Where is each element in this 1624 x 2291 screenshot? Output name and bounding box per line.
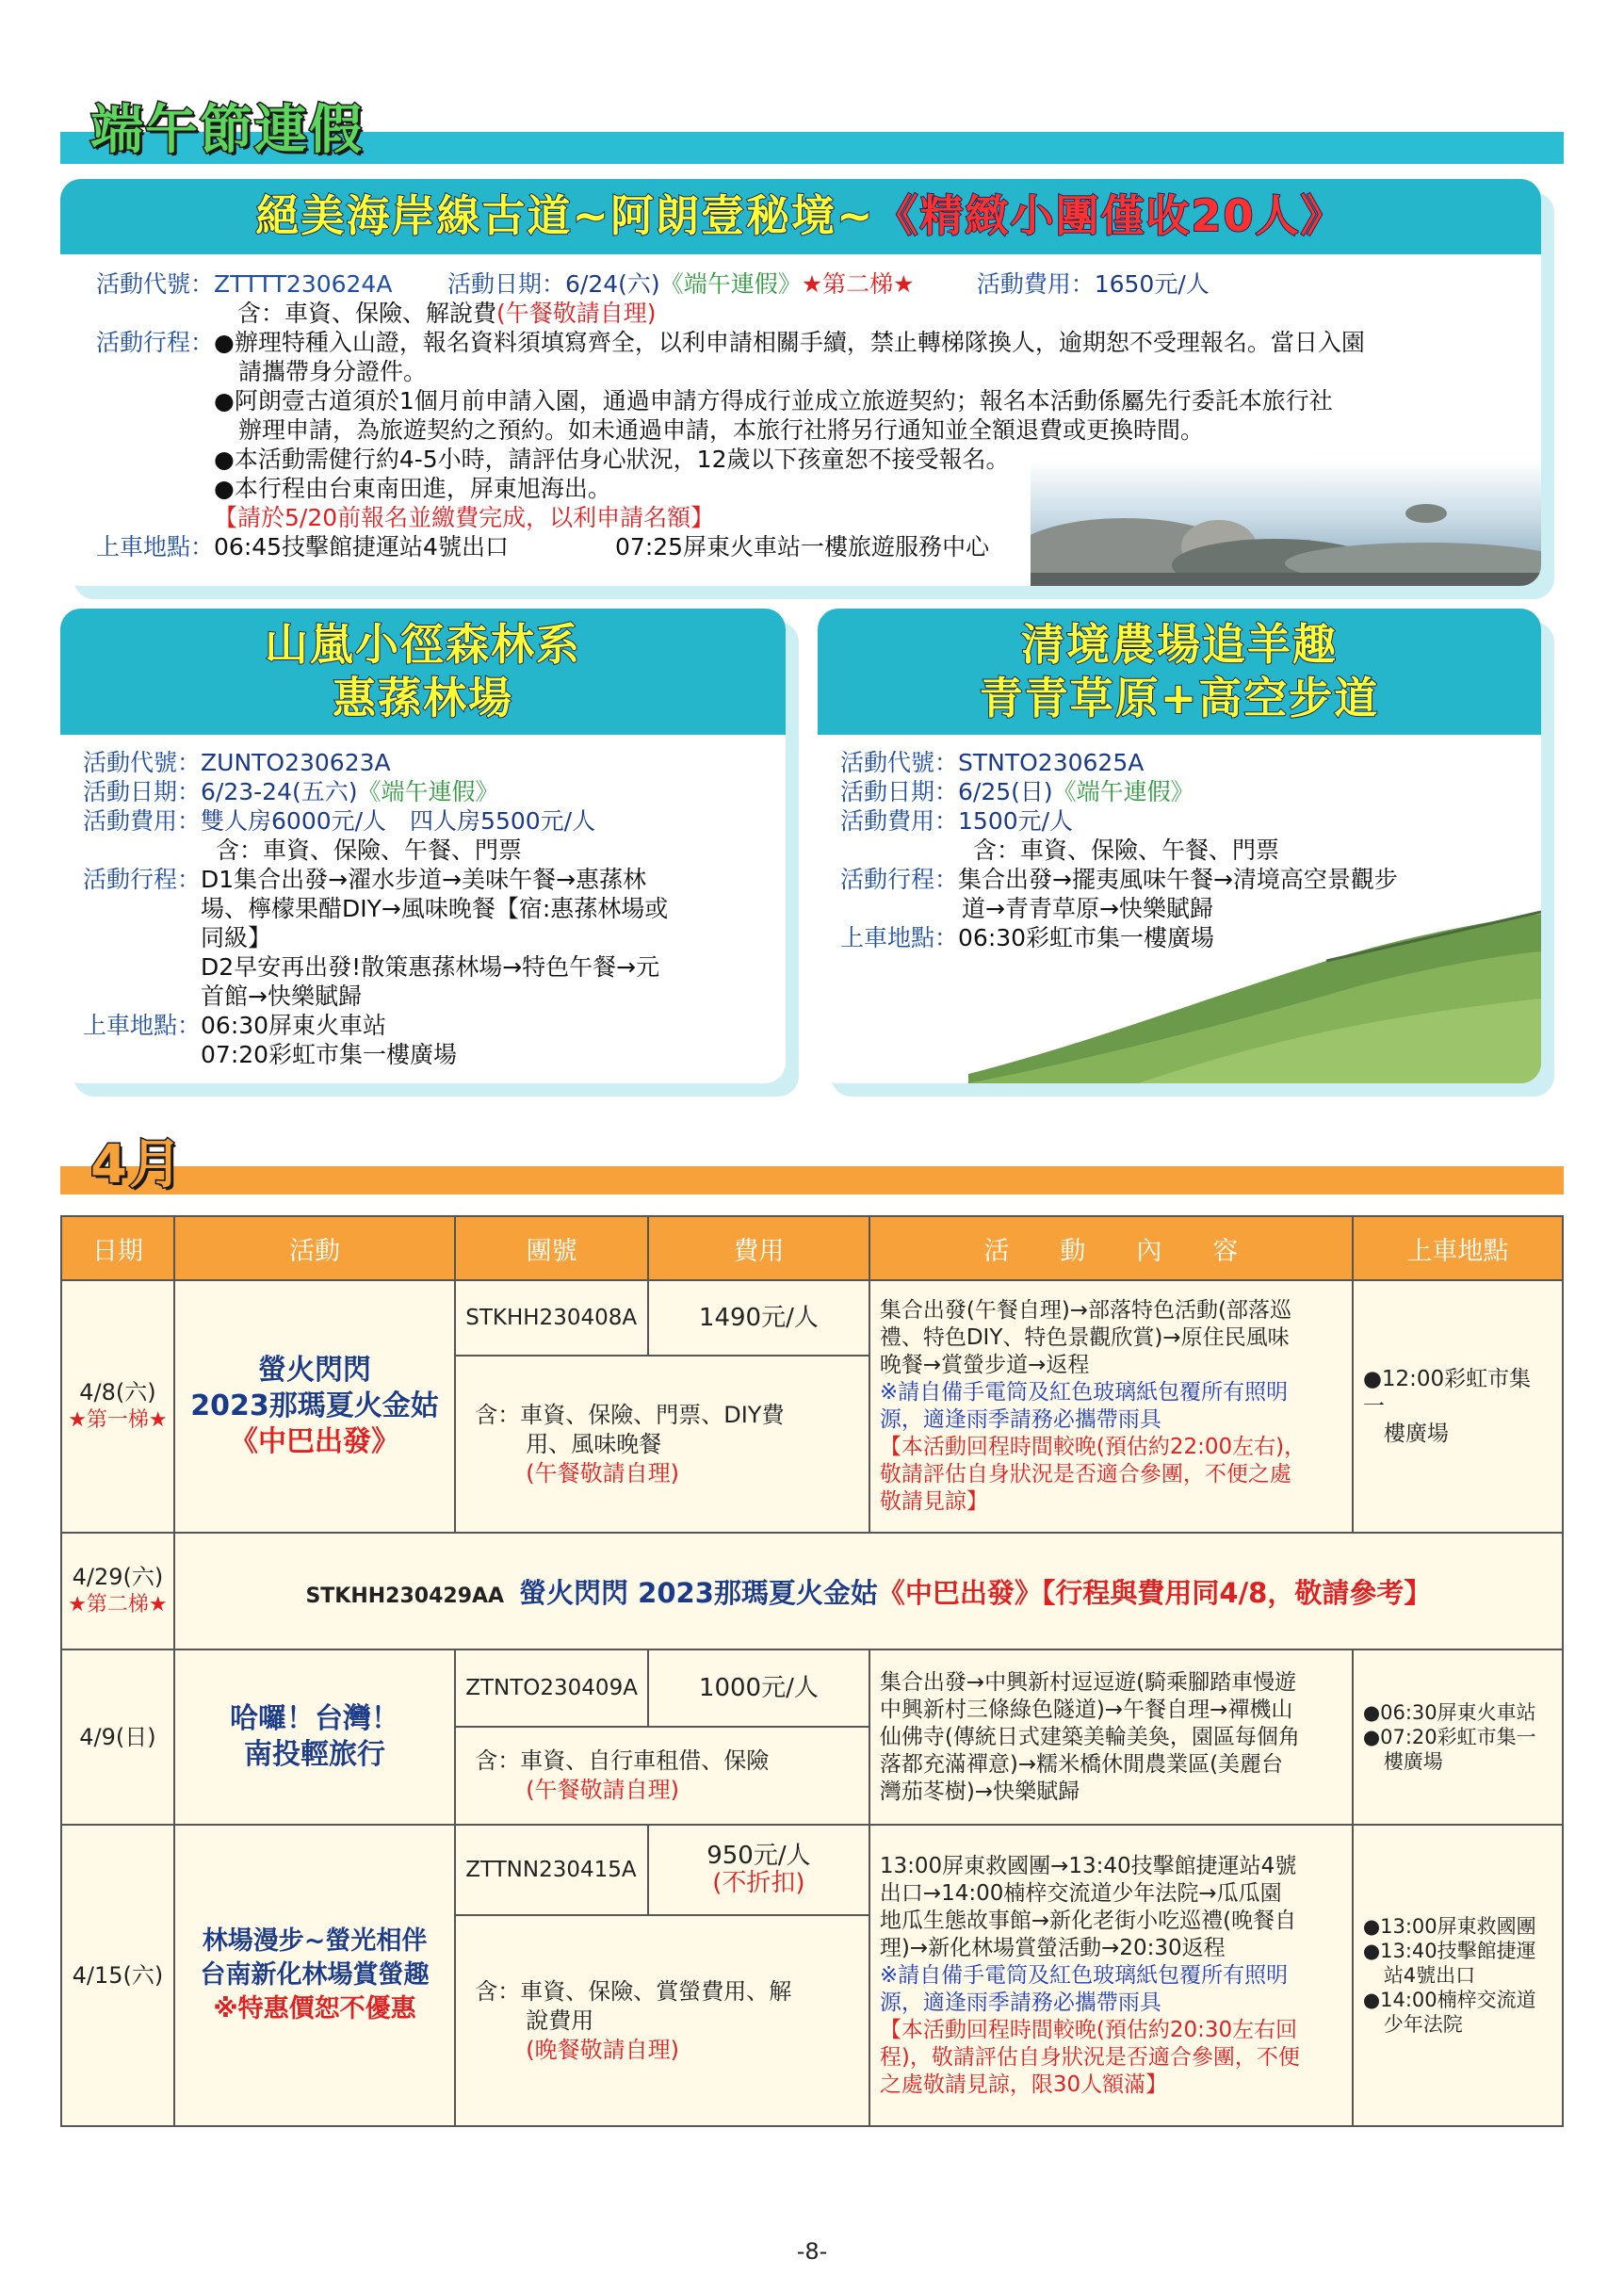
- pickup-location: 07:25屏東火車站一樓旅遊服務中心: [615, 533, 990, 561]
- activity-name: 螢火閃閃 2023那瑪夏火金姑: [519, 1576, 878, 1609]
- includes: 含：車資、保險、門票、DIY費: [475, 1401, 785, 1428]
- trip-title: 清境農場追羊趣: [1021, 618, 1338, 670]
- content-line: 集合出發(午餐自理)→部落特色活動(部落巡: [879, 1298, 1292, 1323]
- header-fee: 費用: [648, 1216, 869, 1280]
- fee-note: (不折扣): [712, 1869, 805, 1897]
- date-label: 活動日期：: [447, 270, 566, 298]
- pickup-line: 站4號出口: [1383, 1964, 1476, 1987]
- header-content: 活 動 內 容: [869, 1216, 1353, 1280]
- table-row: [61, 1280, 1563, 1356]
- row-date: 4/15(六): [61, 1825, 174, 2126]
- trip3-info: [840, 748, 1537, 952]
- trip-subtitle: 惠蓀林場: [333, 673, 513, 723]
- header-activity: 活動: [174, 1216, 455, 1280]
- pickup-location: 06:30彩虹市集一樓廣場: [958, 924, 1215, 951]
- table-row: [61, 1825, 1563, 1915]
- content-note: 源，適逢雨季請務必攜帶雨具: [879, 1990, 1161, 2015]
- pickup-line: ●06:30屏東火車站: [1362, 1701, 1536, 1724]
- activity-name: 台南新化林場賞螢趣: [200, 1960, 430, 1990]
- content-note: ※請自備手電筒及紅色玻璃紙包覆所有照明: [879, 1962, 1289, 1988]
- includes: 含：車資、自行車租借、保險: [475, 1747, 770, 1774]
- pickup-line: ●14:00楠梓交流道: [1362, 1989, 1536, 2011]
- row-date: 4/29(六): [72, 1564, 164, 1590]
- trip-card-cingjing: [818, 609, 1541, 1083]
- date-tag: 《端午連假》: [659, 270, 802, 298]
- trip-title: 山嵐小徑森林系: [265, 618, 581, 670]
- trip-card-header: [60, 609, 786, 735]
- trip2-info: [83, 748, 780, 1069]
- date-label: 活動日期：: [840, 778, 959, 805]
- content-line: 中興新村三條綠色隧道)→午餐自理→禪機山: [879, 1697, 1293, 1722]
- code-label: 活動代號：: [83, 749, 202, 776]
- itinerary-line: ●辦理特種入山證，報名資料須填寫齊全，以利申請相關手續，禁止轉梯隊換人，逾期恕不受理報名。當日入園: [214, 329, 1365, 356]
- trip-title: 絕美海岸線古道~阿朗壹秘境~: [255, 190, 875, 242]
- page-number: -8-: [796, 2238, 828, 2265]
- includes-note: (晚餐敬請自理): [526, 2036, 679, 2063]
- content-line: 理)→新化林場賞螢活動→20:30返程: [879, 1935, 1226, 1960]
- table-row: [61, 1649, 1563, 1727]
- includes-note: (午餐敬請自理): [526, 1459, 679, 1487]
- itinerary-label: 活動行程：: [83, 866, 202, 893]
- content-line: 晚餐→賞螢步道→返程: [879, 1353, 1090, 1377]
- pickup-line: ●07:20彩虹市集一: [1362, 1726, 1536, 1748]
- section-title-april: 4月: [90, 1134, 184, 1195]
- trip-date: 6/24(六): [565, 270, 660, 298]
- schedule-table: [60, 1215, 1564, 2127]
- fee-label: 活動費用：: [840, 807, 959, 835]
- content-line: 禮、特色DIY、特色景觀欣賞)→原住民風味: [879, 1325, 1290, 1350]
- group-code: STKHH230429AA: [305, 1584, 505, 1608]
- header-code: 團號: [455, 1216, 648, 1280]
- group-code: ZTTNN230415A: [455, 1825, 648, 1915]
- row-note: 【行程與費用同4/8，敬請參考】: [1041, 1576, 1432, 1609]
- row-tier: ★第二梯★: [68, 1593, 168, 1617]
- row-fee: 1490元/人: [648, 1280, 869, 1356]
- pickup-line: ●12:00彩虹市集一: [1362, 1366, 1532, 1419]
- trip-code: STNTO230625A: [958, 749, 1145, 776]
- includes: 含：車資、保險、午餐、門票: [973, 837, 1280, 864]
- table-header-row: [61, 1216, 1563, 1280]
- row-date: 4/8(六): [79, 1379, 156, 1405]
- itinerary-line: 場、檸檬果醋DIY→風味晚餐【宿:惠蓀林場或: [201, 895, 669, 922]
- pickup-location: 06:30屏東火車站: [201, 1012, 387, 1039]
- activity-note: ※特惠價恕不優惠: [213, 1994, 416, 2023]
- includes: 含：車資、保險、解說費: [237, 300, 497, 327]
- itinerary-line: 道→青青草原→快樂賦歸: [962, 895, 1213, 922]
- trip1-info: [96, 269, 1509, 561]
- pickup-line: ●13:40技擊館捷運: [1362, 1940, 1536, 1962]
- trip-date: 6/23-24(五六): [201, 778, 358, 805]
- activity-name: 林場漫步~螢光相伴: [202, 1926, 428, 1956]
- itinerary-line: ●本行程由台東南田進，屏東旭海出。: [214, 475, 611, 502]
- itinerary-line: 首館→快樂賦歸: [201, 983, 362, 1010]
- group-code: STKHH230408A: [455, 1280, 648, 1356]
- trip-card-header: [818, 609, 1541, 735]
- pickup-location: 06:45技擊館捷運站4號出口: [214, 533, 509, 561]
- activity-name: 哈囉！台灣！: [230, 1702, 400, 1735]
- trip-code: ZUNTO230623A: [201, 749, 391, 776]
- content-note: ※請自備手電筒及紅色玻璃紙包覆所有照明: [879, 1380, 1289, 1405]
- content-line: 出口→14:00楠梓交流道少年法院→瓜瓜園: [879, 1880, 1282, 1906]
- activity-name: 螢火閃閃: [258, 1354, 372, 1387]
- itinerary-line: 請攜帶身分證件。: [238, 358, 428, 385]
- includes: 說費用: [526, 2007, 594, 2034]
- activity-tag: 《中巴出發》: [877, 1576, 1042, 1609]
- includes-note: (午餐敬請自理): [496, 300, 657, 327]
- code-label: 活動代號：: [840, 749, 959, 776]
- content-line: 地瓜生態故事館→新化老街小吃巡禮(晚餐自: [879, 1908, 1297, 1933]
- content-warning: 敬請見諒】: [879, 1489, 988, 1514]
- itinerary-line: 集合出發→擺夷風味午餐→清境高空景觀步: [958, 866, 1398, 893]
- trip-title-highlight: 《精緻小團僅收20人》: [874, 190, 1346, 242]
- trip-fee: 1500元/人: [958, 807, 1074, 835]
- includes: 用、風味晚餐: [526, 1430, 662, 1457]
- activity-name: 南投輕旅行: [244, 1738, 386, 1771]
- content-warning: 【本活動回程時間較晚(預估約20:30左右回: [879, 2017, 1298, 2042]
- content-warning: 敬請評估自身狀況是否適合參團，不便之處: [879, 1462, 1291, 1487]
- date-tag: 《端午連假》: [357, 778, 499, 805]
- trip-card-huisun: [60, 609, 786, 1083]
- table-row: [61, 1533, 1563, 1649]
- pickup-label: 上車地點：: [840, 924, 959, 951]
- group-code: ZTNTO230409A: [455, 1649, 648, 1727]
- trip-date: 6/25(日): [958, 778, 1053, 805]
- itinerary-line: 辦理申請，為旅遊契約之預約。如未通過申請，本旅行社將另行通知並全額退費或更換時間。: [238, 416, 1205, 444]
- content-warning: 【本活動回程時間較晚(預估約22:00左右)，: [879, 1435, 1307, 1459]
- pickup-line: 少年法院: [1383, 2013, 1463, 2036]
- trip-fee: 1650元/人: [1094, 270, 1210, 298]
- content-line: 落都充滿禪意)→糯米橋休閒農業區(美麗台: [879, 1751, 1284, 1777]
- row-tier: ★第一梯★: [68, 1408, 168, 1432]
- row-fee: 950元/人: [706, 1842, 811, 1870]
- includes-note: (午餐敬請自理): [526, 1777, 679, 1803]
- content-line: 13:00屏東救國團→13:40技擊館捷運站4號: [879, 1853, 1297, 1878]
- trip-subtitle: 青青草原+高空步道: [979, 673, 1380, 723]
- code-label: 活動代號：: [96, 270, 215, 298]
- pickup-line: ●13:00屏東救國團: [1362, 1915, 1536, 1938]
- content-warning: 程)，敬請評估自身狀況是否適合參團，不便: [879, 2044, 1300, 2070]
- trip-card-header: [60, 179, 1541, 254]
- row-fee: 1000元/人: [648, 1649, 869, 1727]
- content-warning: 之處敬請見諒，限30人額滿】: [879, 2072, 1168, 2097]
- itinerary-line: D1集合出發→濯水步道→美味午餐→惠蓀林: [201, 866, 647, 893]
- content-line: 灣茄苳樹)→快樂賦歸: [879, 1779, 1080, 1804]
- header-pickup: 上車地點: [1353, 1216, 1563, 1280]
- row-date: 4/9(日): [61, 1649, 174, 1825]
- date-tier: ★第二梯★: [801, 270, 915, 298]
- trip-card-alangyi: [60, 179, 1541, 586]
- header-date: 日期: [61, 1216, 174, 1280]
- itinerary-line: ●阿朗壹古道須於1個月前申請入園，通過申請方得成行並成立旅遊契約；報名本活動係屬先行委託本旅行社: [214, 387, 1333, 414]
- activity-tag: 《中巴出發》: [230, 1425, 400, 1458]
- pickup-label: 上車地點：: [96, 533, 215, 561]
- itinerary-line: D2早安再出發!散策惠蓀林場→特色午餐→元: [201, 953, 660, 981]
- pickup-line: 樓廣場: [1383, 1750, 1443, 1773]
- content-line: 仙佛寺(傳統日式建築美輪美奐，園區每個角: [879, 1724, 1300, 1749]
- itinerary-line: 同級】: [201, 924, 272, 951]
- pickup-label: 上車地點：: [83, 1012, 202, 1039]
- section-bar-orange: [60, 1166, 1564, 1194]
- activity-name: 2023那瑪夏火金姑: [190, 1389, 439, 1422]
- trip-code: ZTTTT230624A: [214, 270, 393, 298]
- trip-fee: 雙人房6000元/人 四人房5500元/人: [201, 807, 596, 835]
- includes: 含：車資、保險、午餐、門票: [216, 837, 523, 864]
- content-line: 集合出發→中興新村逗逗遊(騎乘腳踏車慢遊: [879, 1669, 1297, 1695]
- section-title-dragon-boat: 端午節連假: [90, 100, 364, 161]
- date-tag: 《端午連假》: [1052, 778, 1194, 805]
- date-label: 活動日期：: [83, 778, 202, 805]
- itinerary-label: 活動行程：: [840, 866, 959, 893]
- registration-notice: 【請於5/20前報名並繳費完成，以利申請名額】: [214, 504, 715, 531]
- itinerary-line: ●本活動需健行約4-5小時，請評估身心狀況，12歲以下孩童恕不接受報名。: [214, 446, 1010, 473]
- includes: 含：車資、保險、賞螢費用、解: [475, 1977, 792, 2005]
- content-note: 源，適逢雨季請務必攜帶雨具: [879, 1407, 1161, 1432]
- pickup-location: 07:20彩虹市集一樓廣場: [201, 1041, 458, 1068]
- pickup-line: 樓廣場: [1383, 1421, 1449, 1446]
- fee-label: 活動費用：: [83, 807, 202, 835]
- itinerary-label: 活動行程：: [96, 329, 215, 356]
- fee-label: 活動費用：: [976, 270, 1095, 298]
